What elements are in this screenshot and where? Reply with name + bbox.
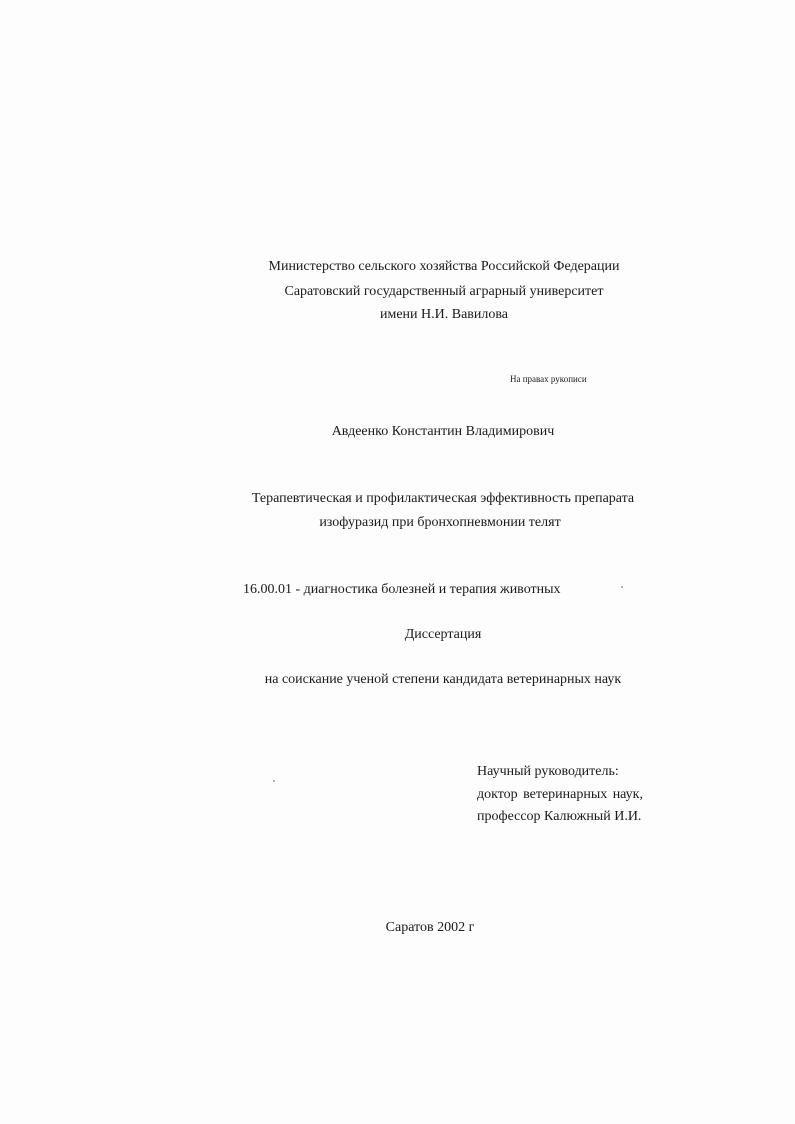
- manuscript-note: На правах рукописи: [510, 374, 587, 384]
- degree-line: на соискание ученой степени кандидата ветеринарных наук: [264, 672, 622, 687]
- university-line: Саратовский государственный аграрный университет: [284, 284, 604, 299]
- supervisor-label: Научный руководитель:: [477, 764, 619, 779]
- specialty-line: 16.00.01 - диагностика болезней и терапия животных: [243, 582, 561, 597]
- supervisor-name: профессор Калюжный И.И.: [477, 809, 642, 824]
- scan-speck: [621, 586, 623, 588]
- author-name: Авдеенко Константин Владимирович: [331, 424, 555, 439]
- scan-speck: [273, 780, 275, 782]
- city-year: Саратов 2002 г: [385, 920, 475, 935]
- title-line-2: изофуразид при бронхопневмонии телят: [319, 515, 561, 530]
- title-line-1: Терапевтическая и профилактическая эффективность препарата: [251, 491, 635, 506]
- ministry-line: Министерство сельского хозяйства Российской Федерации: [268, 259, 620, 274]
- supervisor-degree: доктор ветеринарных наук,: [477, 787, 643, 802]
- document-type: Диссертация: [404, 627, 482, 642]
- named-after-line: имени Н.И. Вавилова: [379, 307, 509, 322]
